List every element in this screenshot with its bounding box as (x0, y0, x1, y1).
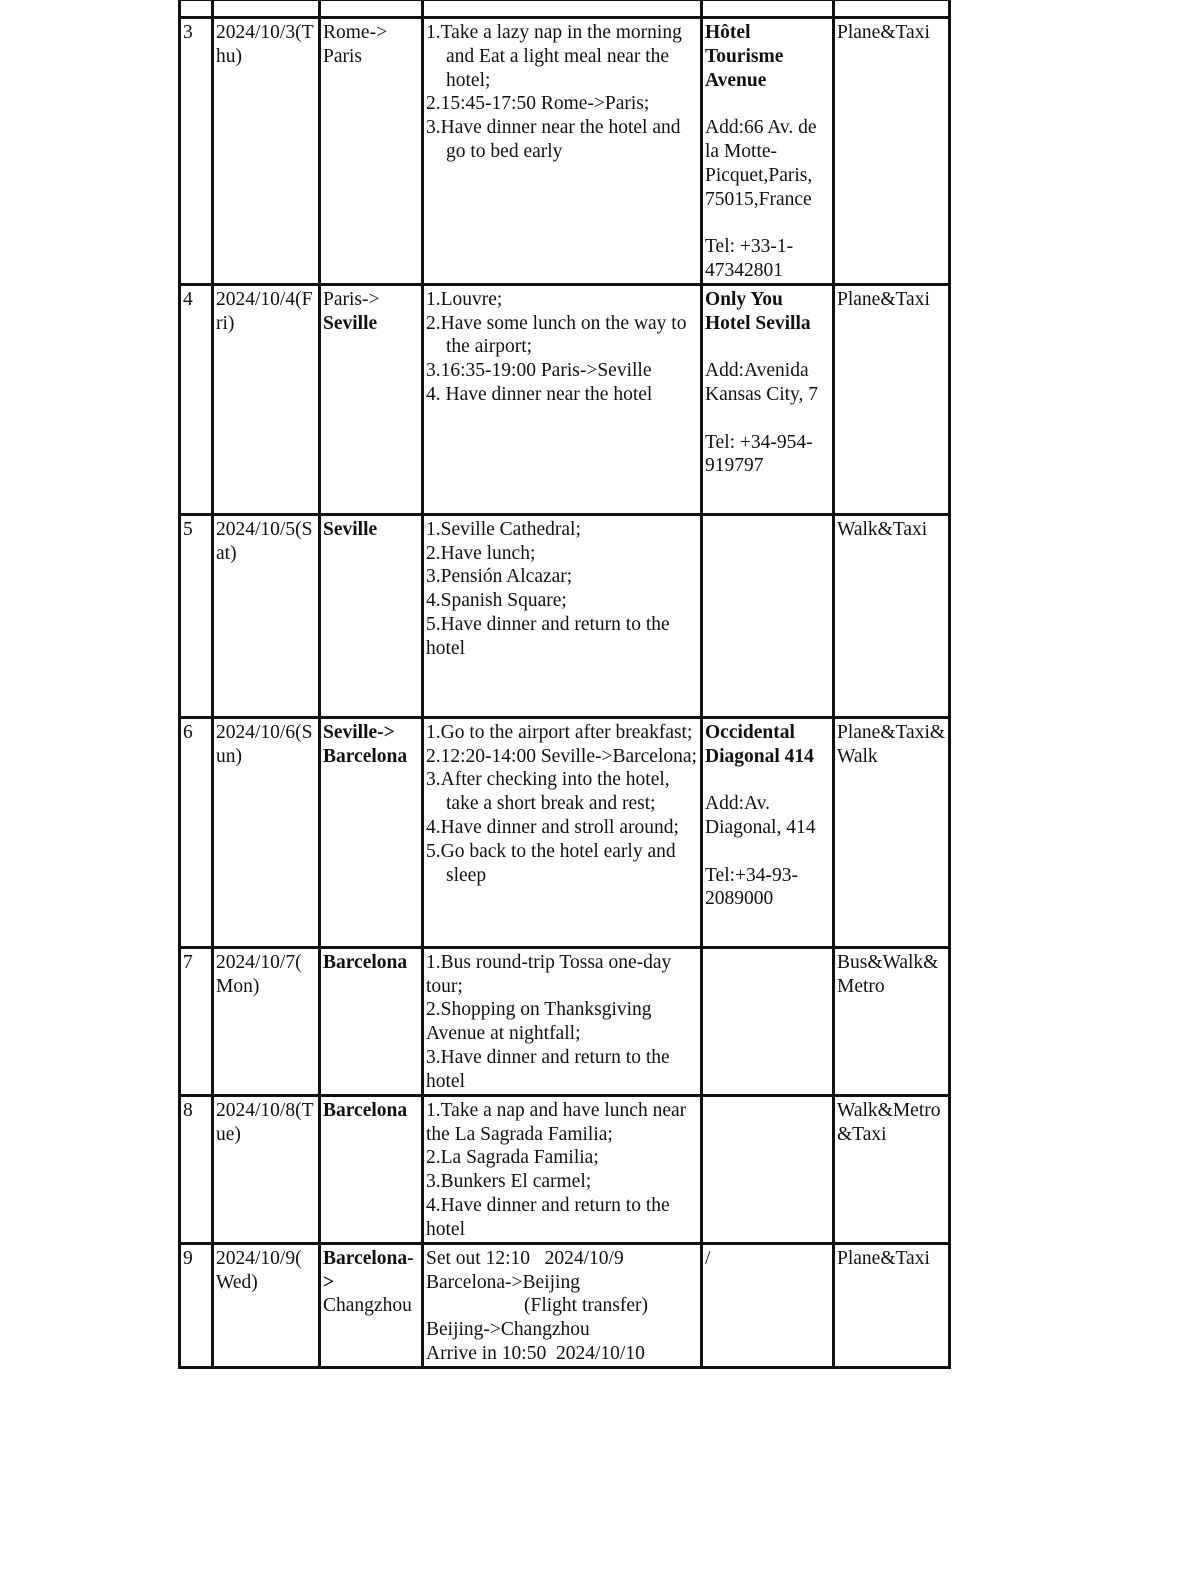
hotel-tel: Tel: +34-954-919797 (705, 431, 813, 477)
route (320, 18, 423, 285)
date: 2024/10/6(Sun) (213, 717, 320, 947)
hotel-tel: Tel: +33-1-47342801 (705, 236, 794, 281)
plan-item: 3.Have dinner and return to the hotel (426, 1046, 670, 1092)
table-row (180, 284, 950, 514)
plan-item: 1.Go to the airport after breakfast; (426, 721, 693, 743)
plan (423, 717, 702, 947)
transport: Plane&Taxi (834, 18, 950, 285)
route (320, 284, 423, 514)
plan-item: 1.Louvre; (426, 288, 503, 310)
date: 2024/10/5(Sat) (213, 514, 320, 717)
route-to: Paris (323, 45, 362, 67)
table-row (180, 1243, 950, 1367)
table-row (180, 514, 950, 717)
table-row-previous (180, 0, 950, 18)
plan-item: 5.Have dinner and return to the hotel (426, 613, 670, 659)
hotel (702, 284, 834, 514)
cell (320, 0, 423, 18)
hotel-name: Hôtel Tourisme Avenue (705, 22, 784, 91)
plan-item: 2.15:45-17:50 Rome->Paris; (426, 93, 650, 115)
route-from: Seville-> (323, 721, 395, 743)
route-to: Barcelona (323, 951, 408, 973)
route-from: Paris-> (323, 288, 380, 310)
route-to: Changzhou (323, 1295, 412, 1317)
plan-item: (Flight transfer) (524, 1295, 649, 1317)
date: 2024/10/8(Tue) (213, 1095, 320, 1243)
day-number: 8 (180, 1095, 213, 1243)
transport: Walk&Metro&Taxi (834, 1095, 950, 1243)
route (320, 1243, 423, 1367)
day-number: 4 (180, 284, 213, 514)
plan-item: 2.La Sagrada Familia; (426, 1147, 599, 1169)
hotel-address: Add:Av. Diagonal, 414 (705, 793, 816, 838)
plan-item: 3.Bunkers El carmel; (426, 1171, 592, 1193)
plan (423, 18, 702, 285)
plan-item: Set out 12:10 2024/10/9 (426, 1247, 624, 1269)
hotel-address: Add:Avenida Kansas City, 7 (705, 360, 819, 405)
hotel (702, 947, 834, 1095)
transport: Plane&Taxi&Walk (834, 717, 950, 947)
plan-item: 5.Go back to the hotel early and sleep (426, 840, 676, 886)
hotel: / (702, 1243, 834, 1367)
plan-item: 2.Have lunch; (426, 542, 536, 564)
plan-item: 1.Take a lazy nap in the morning and Eat a light meal near the hotel; (426, 22, 682, 91)
route (320, 1095, 423, 1243)
hotel (702, 1095, 834, 1243)
transport: Plane&Taxi (834, 1243, 950, 1367)
hotel (702, 18, 834, 285)
date: 2024/10/7(Mon) (213, 947, 320, 1095)
route (320, 717, 423, 947)
plan-item: 4.Spanish Square; (426, 590, 567, 612)
hotel-address: Add:66 Av. de la Motte-Picquet,Paris, 75015,France (705, 117, 817, 210)
day-number: 7 (180, 947, 213, 1095)
route-from: Barcelona-> (323, 1247, 414, 1293)
route-to: Barcelona (323, 1099, 408, 1121)
day-number: 5 (180, 514, 213, 717)
table-row (180, 18, 950, 285)
date: 2024/10/4(Fri) (213, 284, 320, 514)
route-to: Seville (323, 518, 378, 540)
cell (213, 0, 320, 18)
plan-item: 3.Pensión Alcazar; (426, 566, 573, 588)
plan-item: Beijing->Changzhou (426, 1319, 590, 1341)
route-from: Rome-> (323, 22, 388, 43)
plan-item: 4.Have dinner and return to the hotel (426, 1194, 670, 1240)
cell (702, 0, 834, 18)
table-row (180, 717, 950, 947)
day-number: 9 (180, 1243, 213, 1367)
hotel-name: Only You Hotel Sevilla (705, 288, 811, 334)
hotel (702, 514, 834, 717)
route (320, 947, 423, 1095)
plan (423, 284, 702, 514)
route-to: Seville (323, 312, 378, 334)
plan-item: Barcelona->Beijing (426, 1271, 580, 1293)
date: 2024/10/3(Thu) (213, 18, 320, 285)
hotel-name: Occidental Diagonal 414 (705, 721, 814, 767)
table-row (180, 947, 950, 1095)
plan-item: 4. Have dinner near the hotel (426, 383, 653, 405)
plan (423, 514, 702, 717)
plan-item: 1.Seville Cathedral; (426, 518, 581, 540)
plan-item: 3.16:35-19:00 Paris->Seville (426, 360, 652, 382)
plan (423, 947, 702, 1095)
plan-item: 2.12:20-14:00 Seville->Barcelona; (426, 745, 697, 767)
route (320, 514, 423, 717)
date: 2024/10/9(Wed) (213, 1243, 320, 1367)
plan-item: 1.Take a nap and have lunch near the La Sagrada Familia; (426, 1099, 687, 1145)
hotel-tel: Tel:+34-93-2089000 (705, 864, 799, 910)
plan (423, 1095, 702, 1243)
cell (180, 0, 213, 18)
plan-item: 3.Have dinner near the hotel and go to bed early (426, 117, 681, 162)
transport: Plane&Taxi (834, 284, 950, 514)
plan-item: Arrive in 10:50 2024/10/10 (426, 1342, 645, 1364)
plan-item: 2.Shopping on Thanksgiving Avenue at nightfall; (426, 999, 652, 1045)
cell (834, 0, 950, 18)
table-row (180, 1095, 950, 1243)
route-to: Barcelona (323, 745, 408, 767)
transport: Walk&Taxi (834, 514, 950, 717)
day-number: 6 (180, 717, 213, 947)
plan-item: 4.Have dinner and stroll around; (426, 816, 679, 838)
cell (423, 0, 702, 18)
transport: Bus&Walk&Metro (834, 947, 950, 1095)
plan-item: 2.Have some lunch on the way to the airport; (426, 312, 687, 358)
hotel (702, 717, 834, 947)
plan-item: 3.After checking into the hotel, take a short break and rest; (426, 769, 670, 815)
itinerary-table (178, 0, 951, 1369)
plan-item: 1.Bus round-trip Tossa one-day tour; (426, 951, 672, 997)
plan (423, 1243, 702, 1367)
day-number: 3 (180, 18, 213, 285)
